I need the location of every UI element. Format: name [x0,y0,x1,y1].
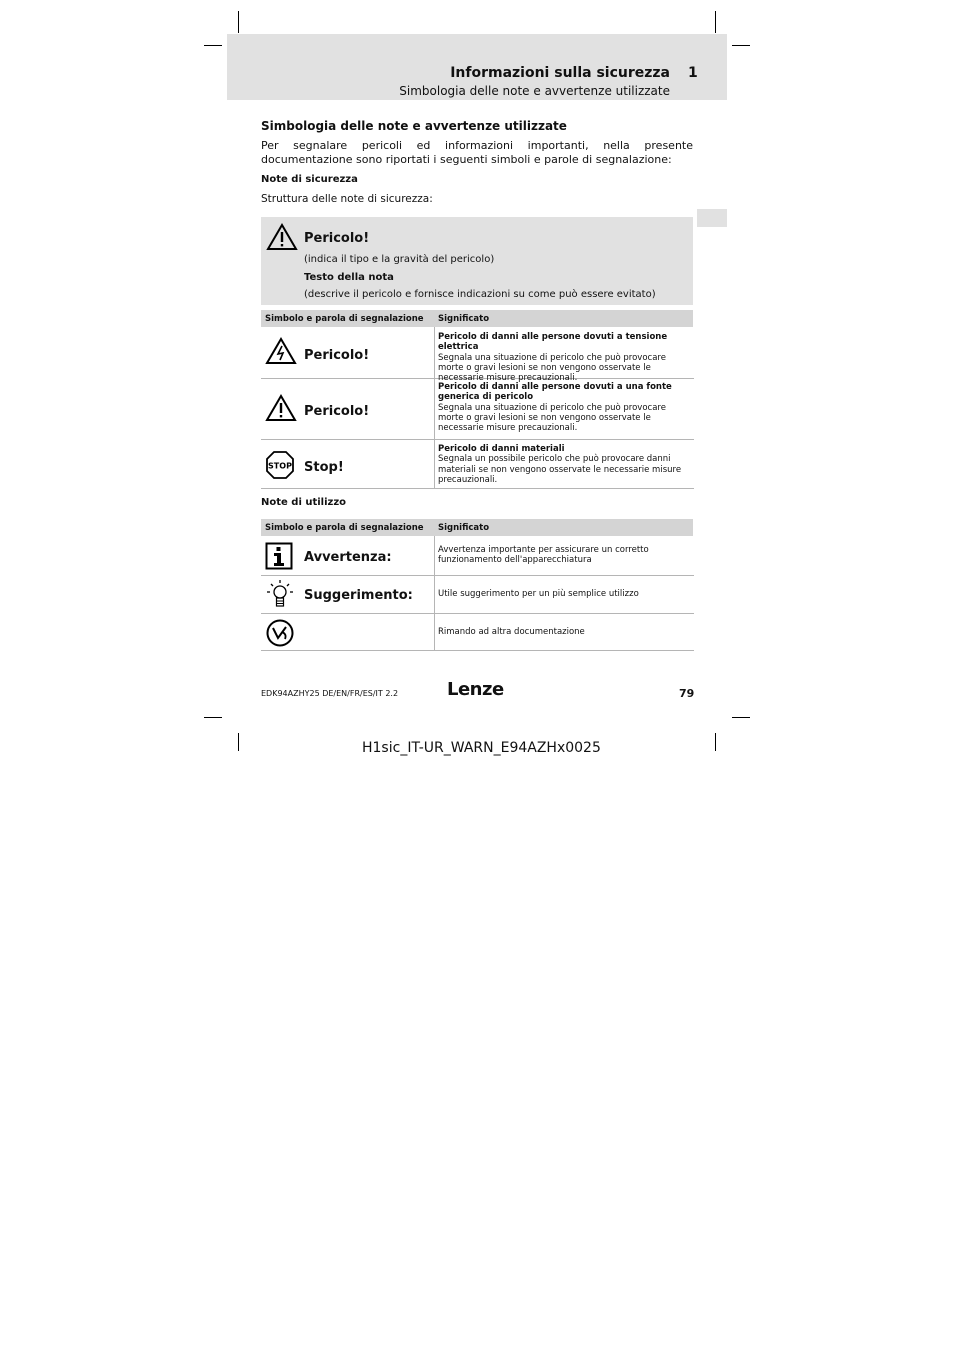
electric-hazard-icon [265,337,297,365]
meaning-title: Pericolo di danni alle persone dovuti a una fonte generica di pericolo [438,382,672,403]
signal-word: Stop! [304,460,344,475]
meaning-cell [438,444,691,485]
table-header [261,310,693,327]
crop-mark [732,45,750,46]
signal-word: Pericolo! [304,404,370,419]
reference-icon [265,618,295,648]
safety-notes-heading: Note di sicurezza [261,174,358,185]
column-header-symbol: Simbolo e parola di segnalazione [265,523,424,533]
box-title: Pericolo! [304,231,370,246]
safety-notes-table [261,310,694,489]
meaning-text: Segnala una situazione di pericolo che può provocare morte o gravi lesioni se non vengono osservate le necessarie misure precauzionali. [438,402,666,434]
footer-document-id: EDK94AZHY25 DE/EN/FR/ES/IT 2.2 [261,689,399,698]
signal-word: Pericolo! [304,348,370,363]
document-code: H1sic_IT-UR_WARN_E94AZHx0025 [362,740,601,756]
table-header [261,519,693,536]
meaning-text: Rimando ad altra documentazione [438,627,585,637]
crop-mark [715,733,716,751]
chapter-title: Informazioni sulla sicurezza [450,65,670,81]
column-header-meaning: Significato [438,314,490,324]
column-header-symbol: Simbolo e parola di segnalazione [265,314,424,324]
signal-word: Avvertenza: [304,550,392,565]
meaning-cell [438,382,691,433]
meaning-title: Pericolo di danni alle persone dovuti a tensione elettrica [438,332,668,353]
table-row [261,379,694,440]
meaning-title: Pericolo di danni materiali [438,444,565,454]
svg-text:STOP: STOP [268,461,292,471]
meaning-text: Segnala un possibile pericolo che può provocare danni materiali se non vengono osservate le necessarie misure precauzionali. [438,454,682,485]
crop-mark [204,717,222,718]
meaning-text: Avvertenza importante per assicurare un corretto funzionamento dell'apparecchiatura [438,545,649,566]
safety-note-example-box [261,217,693,305]
box-line-description: (descrive il pericolo e fornisce indicazioni su come può essere evitato) [304,289,656,300]
info-icon [265,542,293,570]
general-hazard-icon [265,394,297,422]
table-row [261,536,694,576]
table-row [261,440,694,489]
table-row [261,576,694,614]
crop-mark [204,45,222,46]
crop-mark [715,11,716,33]
usage-notes-table [261,519,694,651]
crop-mark [732,717,750,718]
page-number: 79 [679,687,695,700]
structure-label: Struttura delle note di sicurezza: [261,193,433,205]
meaning-cell [438,332,691,383]
lenze-logo: Lenze [447,679,504,700]
chapter-subtitle: Simbologia delle note e avvertenze utilizzate [399,84,670,98]
column-header-meaning: Significato [438,523,490,533]
lightbulb-icon [265,579,295,609]
meaning-text: Utile suggerimento per un più semplice utilizzo [438,589,639,599]
warning-triangle-icon [266,223,298,251]
stop-sign-icon [265,450,295,480]
usage-notes-heading: Note di utilizzo [261,497,347,508]
meaning-text: Segnala una situazione di pericolo che può provocare morte o gravi lesioni se non vengono osservate le necessarie misure precauzionali. [438,352,666,384]
crop-mark [238,11,239,33]
signal-word: Suggerimento: [304,588,413,603]
chapter-tab-marker [697,209,727,227]
table-row [261,614,694,651]
intro-paragraph: Per segnalare pericoli ed informazioni importanti, nella presente documentazione sono riportati i seguenti simboli e parole di segnalazione: [261,139,693,166]
box-line-type: (indica il tipo e la gravità del pericolo) [304,254,495,265]
section-title: Simbologia delle note e avvertenze utilizzate [261,119,567,133]
crop-mark [238,733,239,751]
box-line-note-text: Testo della nota [304,272,394,283]
chapter-number: 1 [688,65,698,81]
table-row [261,327,694,384]
